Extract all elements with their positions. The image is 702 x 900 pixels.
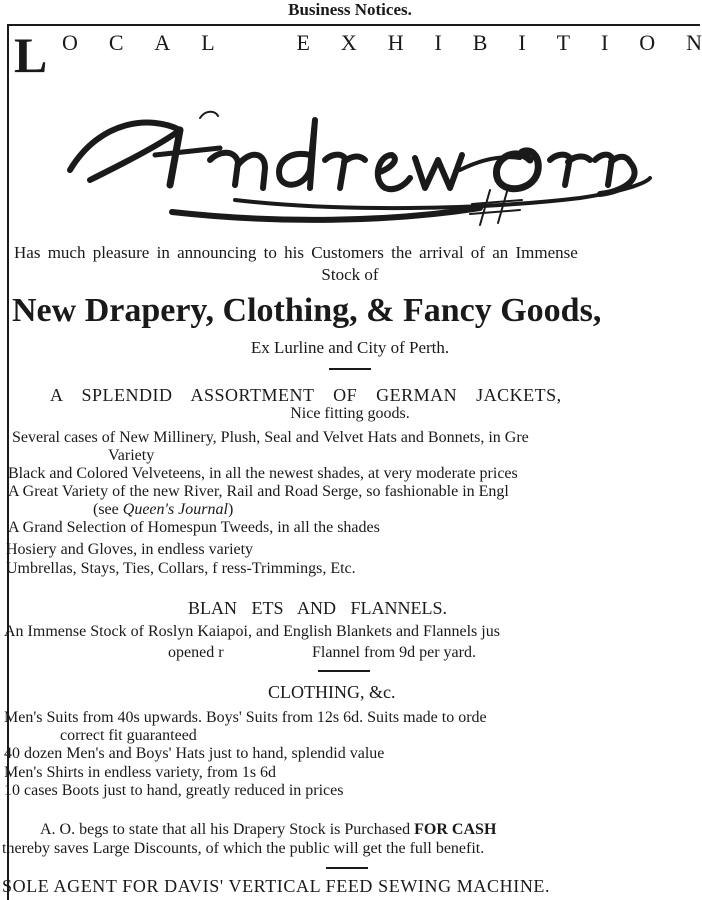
- masthead-initial: L: [14, 27, 48, 83]
- masthead-letter: B: [472, 30, 488, 55]
- intro-line-1: Has much pleasure in announcing to his Customers the arrival of an Immense: [14, 243, 578, 262]
- masthead-letter: E: [296, 30, 310, 55]
- masthead-gap: [246, 30, 266, 56]
- blankets-line-2a: opened r: [168, 644, 224, 661]
- masthead-letter: L: [201, 30, 215, 55]
- clothing-line-suits: Men's Suits from 40s upwards. Boys' Suits from 12s 6d. Suits made to orde: [4, 709, 487, 726]
- masthead-letter: A: [154, 30, 171, 55]
- masthead-letter: I: [434, 30, 442, 55]
- clothing-line-shirts: Men's Shirts in endless variety, from 1s 6d: [4, 764, 277, 781]
- goods-line-serge: A Great Variety of the new River, Rail and Road Serge, so fashionable in Engl: [8, 483, 509, 500]
- clothing-line-hats: 40 dozen Men's and Boys' Hats just to hand, splendid value: [4, 745, 385, 762]
- blankets-line-1: An Immense Stock of Roslyn Kaiapoi, and English Blankets and Flannels jus: [4, 623, 500, 640]
- main-headline: New Drapery, Clothing, & Fancy Goods,: [12, 292, 602, 329]
- masthead-letter: I: [518, 30, 526, 55]
- blankets-line-2b: Flannel from 9d per yard.: [312, 644, 476, 661]
- masthead-letter: X: [340, 30, 357, 55]
- jackets-subtitle: Nice fitting goods.: [290, 405, 410, 422]
- masthead-letter: I: [601, 30, 609, 55]
- clothing-title: CLOTHING, &c.: [268, 682, 396, 702]
- masthead-letter: O: [62, 30, 78, 55]
- shipment-source: Ex Lurline and City of Perth.: [250, 338, 450, 357]
- clothing-line-fit: correct fit guaranteed: [60, 727, 197, 744]
- masthead-letter: N: [686, 30, 702, 55]
- closing-line-1: A. O. begs to state that all his Drapery Stock is Purchased FOR CASH: [40, 821, 497, 838]
- header-title: Business Notices.: [288, 0, 412, 19]
- goods-line-hosiery: Hosiery and Gloves, in endless variety: [6, 541, 254, 558]
- closing-line-2: thereby saves Large Discounts, of which the public will get the full benefit.: [2, 840, 485, 857]
- header-rule: [7, 24, 700, 26]
- section-divider: [318, 670, 370, 672]
- goods-line-umbrellas: Umbrellas, Stays, Ties, Collars, f ress-Trimmings, Etc.: [6, 560, 356, 577]
- intro-line-2: Stock of: [321, 265, 379, 284]
- goods-line-variety: Variety: [108, 447, 155, 464]
- masthead-letter: O: [639, 30, 656, 55]
- clothing-line-boots: 10 cases Boots just to hand, greatly reduced in prices: [4, 782, 344, 799]
- section-divider: [326, 867, 368, 869]
- blankets-title: BLAN ETS AND FLANNELS.: [188, 598, 448, 618]
- masthead-letter: C: [108, 30, 124, 55]
- goods-line-tweeds: A Grand Selection of Homespun Tweeds, in all the shades: [8, 519, 380, 536]
- masthead-letter: T: [556, 30, 571, 55]
- section-divider: [329, 368, 371, 370]
- goods-line-velveteens: Black and Colored Velveteens, in all the newest shades, at very moderate prices: [8, 465, 518, 482]
- goods-line-millinery: Several cases of New Millinery, Plush, Seal and Velvet Hats and Bonnets, in Gre: [12, 429, 529, 446]
- andrew-orr-signature: [60, 100, 660, 230]
- masthead-spaced-title: [62, 30, 702, 56]
- jackets-title: A SPLENDID ASSORTMENT OF GERMAN JACKETS,: [50, 385, 562, 405]
- sole-agent-line: SOLE AGENT FOR DAVIS' VERTICAL FEED SEWING MACHINE.: [2, 876, 551, 896]
- goods-line-journal-ref: (see Queen's Journal): [93, 501, 234, 518]
- masthead-letter: H: [387, 30, 404, 55]
